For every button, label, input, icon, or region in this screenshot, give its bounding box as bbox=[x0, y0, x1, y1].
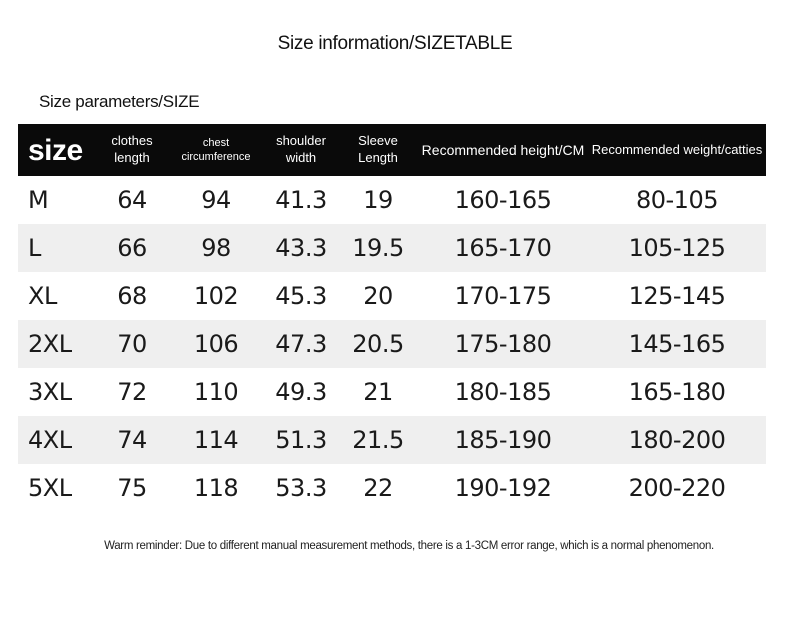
header-chest-circumference bbox=[168, 124, 264, 176]
cell-height: 175-180 bbox=[418, 320, 588, 368]
cell-sleeve: 19.5 bbox=[338, 224, 418, 272]
cell-length: 64 bbox=[117, 186, 147, 214]
page-title: Size information/SIZETABLE bbox=[277, 33, 513, 54]
warm-reminder-footnote: Warm reminder: Due to different manual measurement methods, there is a 1-3CM error range, which is a normal phenomenon. bbox=[104, 540, 714, 552]
cell-chest: 110 bbox=[193, 378, 239, 406]
cell-sleeve: 21 bbox=[363, 378, 393, 406]
cell-size: M bbox=[28, 186, 49, 214]
cell-sleeve: 20.5 bbox=[338, 320, 418, 368]
cell-shoulder: 41.3 bbox=[275, 186, 327, 214]
cell-height: 160-165 bbox=[454, 186, 552, 214]
header-clothes-length-line1: clothes bbox=[111, 133, 153, 149]
table-row bbox=[18, 416, 766, 464]
cell-height: 180-185 bbox=[454, 378, 552, 406]
header-chest-line2: circumference bbox=[181, 151, 251, 163]
cell-size: 2XL bbox=[18, 320, 96, 368]
cell-height: 185-190 bbox=[418, 416, 588, 464]
size-table bbox=[18, 124, 766, 512]
cell-weight: 165-180 bbox=[628, 378, 726, 406]
cell-sleeve: 21.5 bbox=[338, 416, 418, 464]
header-shoulder-width bbox=[264, 124, 338, 176]
cell-chest: 118 bbox=[193, 474, 239, 502]
cell-shoulder: 51.3 bbox=[264, 416, 338, 464]
cell-size: 5XL bbox=[28, 474, 72, 502]
cell-shoulder: 53.3 bbox=[275, 474, 327, 502]
cell-length: 72 bbox=[117, 378, 147, 406]
cell-height: 190-192 bbox=[454, 474, 552, 502]
header-clothes-length bbox=[96, 124, 168, 176]
header-sleeve-length bbox=[338, 124, 418, 176]
cell-length: 74 bbox=[96, 416, 168, 464]
table-row bbox=[18, 272, 766, 320]
cell-chest: 94 bbox=[201, 186, 231, 214]
cell-chest: 114 bbox=[168, 416, 264, 464]
header-shoulder-line1: shoulder bbox=[276, 133, 326, 149]
cell-weight: 125-145 bbox=[628, 282, 726, 310]
cell-length: 75 bbox=[117, 474, 147, 502]
cell-chest: 102 bbox=[193, 282, 239, 310]
table-row bbox=[18, 320, 766, 368]
header-shoulder-line2: width bbox=[285, 150, 317, 165]
header-chest-line1: chest bbox=[202, 136, 230, 149]
table-row bbox=[18, 224, 766, 272]
cell-length: 70 bbox=[96, 320, 168, 368]
header-clothes-length-line2: length bbox=[114, 150, 150, 165]
table-header-row bbox=[18, 124, 766, 176]
header-size: size bbox=[18, 124, 96, 176]
cell-height: 165-170 bbox=[418, 224, 588, 272]
cell-shoulder: 45.3 bbox=[275, 282, 327, 310]
cell-shoulder: 47.3 bbox=[264, 320, 338, 368]
cell-chest: 98 bbox=[168, 224, 264, 272]
cell-shoulder: 49.3 bbox=[275, 378, 327, 406]
cell-size: 3XL bbox=[28, 378, 72, 406]
section-subtitle: Size parameters/SIZE bbox=[39, 92, 200, 111]
header-sleeve-line1: Sleeve bbox=[358, 133, 398, 149]
cell-weight: 145-165 bbox=[588, 320, 766, 368]
cell-chest: 106 bbox=[168, 320, 264, 368]
header-recommended-weight: Recommended weight/catties bbox=[588, 124, 766, 176]
cell-shoulder: 43.3 bbox=[264, 224, 338, 272]
header-recommended-height: Recommended height/CM bbox=[418, 124, 588, 176]
cell-length: 68 bbox=[117, 282, 147, 310]
cell-sleeve: 20 bbox=[363, 282, 393, 310]
cell-weight: 105-125 bbox=[588, 224, 766, 272]
cell-weight: 200-220 bbox=[628, 474, 726, 502]
table-row bbox=[18, 176, 766, 224]
cell-weight: 80-105 bbox=[635, 186, 718, 214]
cell-size: 4XL bbox=[18, 416, 96, 464]
cell-length: 66 bbox=[96, 224, 168, 272]
header-sleeve-line2: Length bbox=[358, 150, 398, 165]
cell-sleeve: 19 bbox=[363, 186, 393, 214]
cell-sleeve: 22 bbox=[363, 474, 393, 502]
cell-height: 170-175 bbox=[454, 282, 552, 310]
cell-size: L bbox=[18, 224, 96, 272]
table-row bbox=[18, 368, 766, 416]
cell-size: XL bbox=[28, 282, 57, 310]
table-row bbox=[18, 464, 766, 512]
cell-weight: 180-200 bbox=[588, 416, 766, 464]
